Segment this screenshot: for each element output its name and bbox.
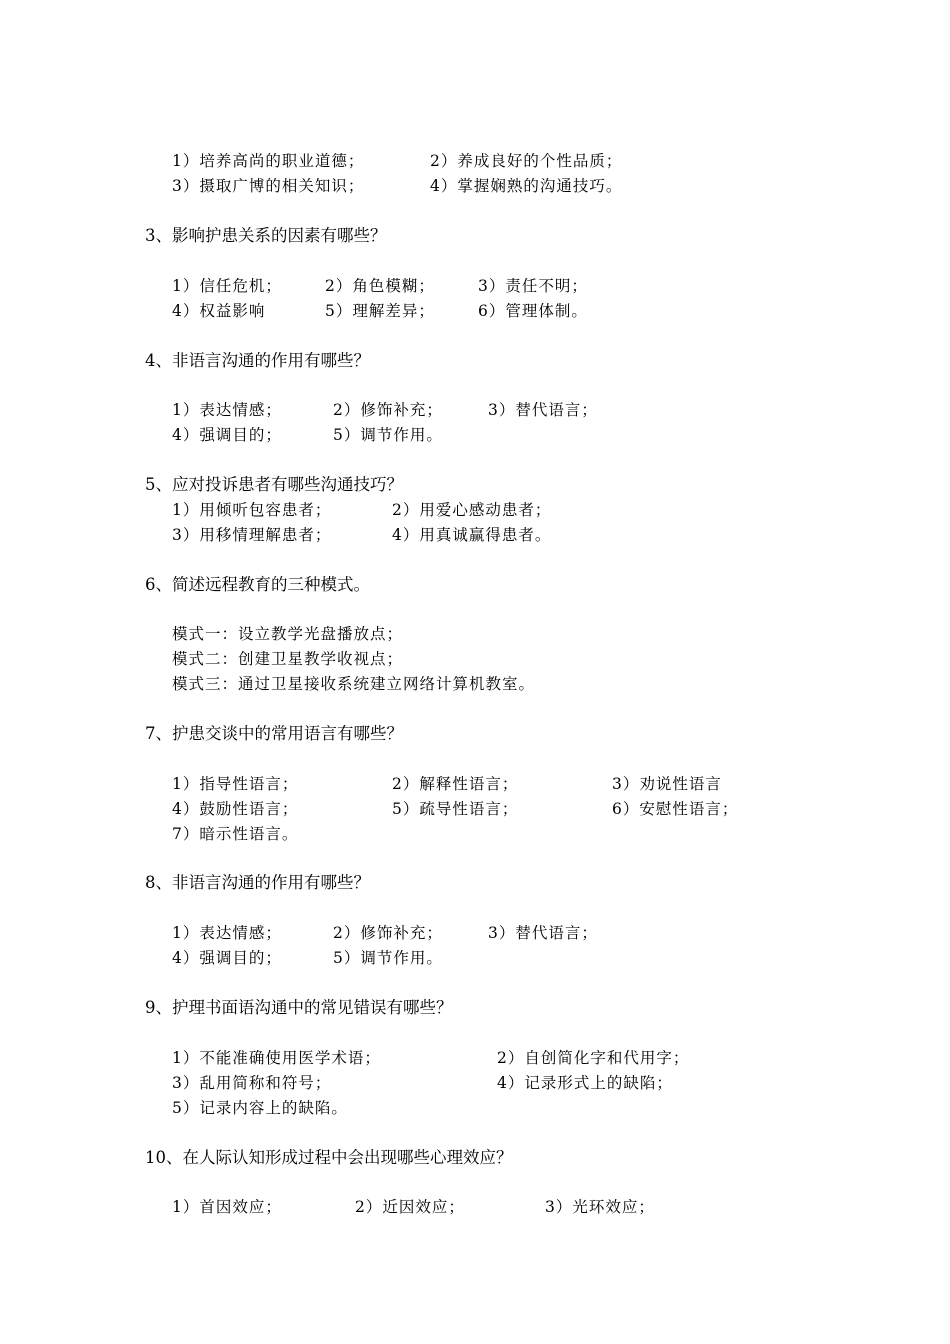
q9-answer-1: 1）不能准确使用医学术语； xyxy=(172,1049,381,1067)
q9-answer-2: 2）自创简化字和代用字； xyxy=(497,1049,690,1067)
q8-question: 8、非语言沟通的作用有哪些？ xyxy=(145,873,370,892)
q8-answer-4: 4）强调目的； xyxy=(172,949,282,967)
q6-question: 6、简述远程教育的三种模式。 xyxy=(145,575,370,594)
q4-answer-5: 5）调节作用。 xyxy=(333,426,443,444)
q7-answer-2: 2）解释性语言； xyxy=(392,775,519,793)
q3-answer-6: 6）管理体制。 xyxy=(478,302,588,320)
q7-answer-4: 4）鼓励性语言； xyxy=(172,800,299,818)
q5-answer-2: 2）用爱心感动患者； xyxy=(392,501,552,519)
q7-answer-5: 5）疏导性语言； xyxy=(392,800,519,818)
q9-question: 9、护理书面语沟通中的常见错误有哪些？ xyxy=(145,998,453,1017)
q7-question: 7、护患交谈中的常用语言有哪些？ xyxy=(145,724,403,743)
q3-answer-1: 1）信任危机； xyxy=(172,277,282,295)
q10-answer-2: 2）近因效应； xyxy=(355,1198,465,1216)
q9-answer-4: 4）记录形式上的缺陷； xyxy=(497,1074,673,1092)
q4-answer-3: 3）替代语言； xyxy=(488,401,598,419)
q3-answer-2: 2）角色模糊； xyxy=(325,277,435,295)
q3-answer-4: 4）权益影响 xyxy=(172,302,266,320)
q4-answer-1: 1）表达情感； xyxy=(172,401,282,419)
q10-answer-3: 3）光环效应； xyxy=(545,1198,655,1216)
q6-mode-1: 模式一：设立教学光盘播放点； xyxy=(172,625,404,643)
q2-answer-1: 1）培养高尚的职业道德； xyxy=(172,152,365,170)
q8-answer-5: 5）调节作用。 xyxy=(333,949,443,967)
q5-question: 5、应对投诉患者有哪些沟通技巧？ xyxy=(145,475,403,494)
q5-answer-3: 3）用移情理解患者； xyxy=(172,526,332,544)
q9-answer-3: 3）乱用简称和符号； xyxy=(172,1074,332,1092)
q5-answer-4: 4）用真诚赢得患者。 xyxy=(392,526,552,544)
q8-answer-3: 3）替代语言； xyxy=(488,924,598,942)
q7-answer-6: 6）安慰性语言； xyxy=(612,800,739,818)
q3-question: 3、影响护患关系的因素有哪些？ xyxy=(145,226,387,245)
q3-answer-5: 5）理解差异； xyxy=(325,302,435,320)
q7-answer-1: 1）指导性语言； xyxy=(172,775,299,793)
q8-answer-1: 1）表达情感； xyxy=(172,924,282,942)
q9-answer-5: 5）记录内容上的缺陷。 xyxy=(172,1099,348,1117)
q5-answer-1: 1）用倾听包容患者； xyxy=(172,501,332,519)
q2-answer-3: 3）摄取广博的相关知识； xyxy=(172,177,365,195)
q7-answer-7: 7）暗示性语言。 xyxy=(172,825,299,843)
q2-answer-4: 4）掌握娴熟的沟通技巧。 xyxy=(430,177,623,195)
q2-answer-2: 2）养成良好的个性品质； xyxy=(430,152,623,170)
q4-question: 4、非语言沟通的作用有哪些？ xyxy=(145,351,370,370)
q10-question: 10、在人际认知形成过程中会出现哪些心理效应？ xyxy=(145,1148,513,1167)
q6-mode-2: 模式二：创建卫星教学收视点； xyxy=(172,650,404,668)
q7-answer-3: 3）劝说性语言 xyxy=(612,775,722,793)
q8-answer-2: 2）修饰补充； xyxy=(333,924,443,942)
q4-answer-2: 2）修饰补充； xyxy=(333,401,443,419)
q6-mode-3: 模式三：通过卫星接收系统建立网络计算机教室。 xyxy=(172,675,536,693)
q4-answer-4: 4）强调目的； xyxy=(172,426,282,444)
q10-answer-1: 1）首因效应； xyxy=(172,1198,282,1216)
q3-answer-3: 3）责任不明； xyxy=(478,277,588,295)
